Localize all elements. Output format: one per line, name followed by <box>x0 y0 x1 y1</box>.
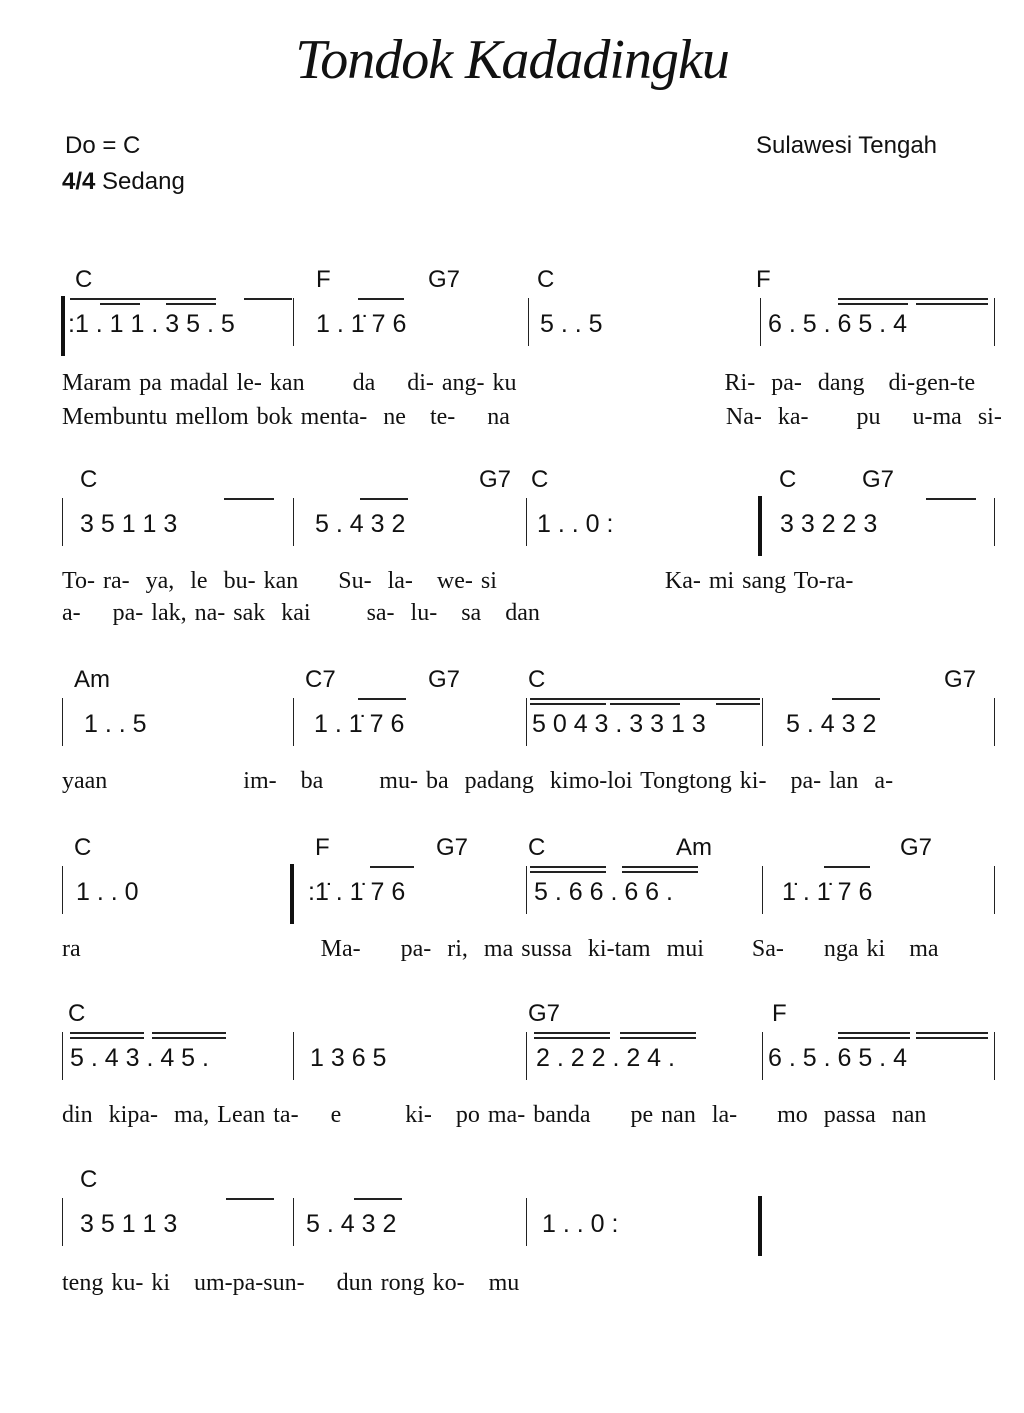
notation-row <box>0 310 1024 350</box>
chord: C <box>80 1166 98 1193</box>
measure: 1̇ . 1̇ 7 6 <box>782 878 873 906</box>
beam <box>620 1037 696 1039</box>
bar-line <box>293 298 294 346</box>
measure: 5 . 4 3 2 <box>315 510 406 538</box>
beam <box>838 1032 910 1034</box>
beam <box>534 1032 610 1034</box>
chord-row <box>0 266 1024 296</box>
measure: 5 . 4 3 . 4 5 . <box>70 1044 209 1072</box>
chord: G7 <box>900 834 933 861</box>
notation-row <box>0 510 1024 550</box>
beam <box>916 1037 988 1039</box>
beam <box>916 303 988 305</box>
bar-line <box>293 1198 294 1246</box>
beam <box>358 698 406 700</box>
repeat-end-bar <box>758 496 762 556</box>
bar-line <box>293 498 294 546</box>
bar-line <box>994 1032 995 1080</box>
beam <box>70 1032 144 1034</box>
measure: 1 . . 0 : <box>542 1210 619 1238</box>
beam <box>360 498 408 500</box>
lyric-verse-2: Membuntu mellom bok menta- ne te- na Na- ka- pu u-ma si- <box>62 404 1002 430</box>
beam <box>358 298 404 300</box>
beam <box>530 866 606 868</box>
beam <box>530 703 606 705</box>
measure: 6 . 5 . 6 5 . 4 <box>768 310 907 338</box>
bar-line <box>760 298 761 346</box>
beam <box>716 703 760 705</box>
measure: 1 . . 5 <box>84 710 147 738</box>
bar-line <box>994 698 995 746</box>
chord: G7 <box>944 666 977 693</box>
chord: G7 <box>528 1000 561 1027</box>
bar-line <box>62 866 63 914</box>
chord: C <box>528 834 546 861</box>
measure: 1 . 1̇ 7 6 <box>316 310 407 338</box>
bar-line <box>762 1032 763 1080</box>
beam <box>224 498 274 500</box>
chord-row <box>0 666 1024 696</box>
chord-row <box>0 1166 1024 1196</box>
bar-line <box>526 498 527 546</box>
chord: G7 <box>428 266 461 293</box>
chord: G7 <box>436 834 469 861</box>
bar-line <box>62 698 63 746</box>
notation-row <box>0 1210 1024 1250</box>
beam <box>534 1037 610 1039</box>
song-origin: Sulawesi Tengah <box>756 132 938 159</box>
beam <box>916 1032 988 1034</box>
measure: :1̇ . 1̇ 7 6 <box>308 878 406 906</box>
lyric-line: din kipa- ma, Lean ta- e ki- po ma- banda pe nan la- mo passa nan <box>62 1102 927 1128</box>
lyric-line: ra Ma- pa- ri, ma sussa ki-tam mui Sa- nga ki ma <box>62 936 939 962</box>
bar-line <box>762 698 763 746</box>
chord: C <box>779 466 797 493</box>
beam <box>70 1037 144 1039</box>
chord: C <box>528 666 546 693</box>
beam <box>70 298 216 300</box>
chord-row <box>0 1000 1024 1030</box>
chord: Am <box>74 666 110 693</box>
chord: C <box>531 466 549 493</box>
measure: 5 . 4 3 2 <box>306 1210 397 1238</box>
measure: 3 5 1 1 3 <box>80 1210 178 1238</box>
chord: F <box>315 834 330 861</box>
bar-line <box>994 298 995 346</box>
tempo-marking: Sedang <box>102 168 185 195</box>
measure: 5 . 4 3 2 <box>786 710 877 738</box>
measure: 1 3 6 5 <box>310 1044 387 1072</box>
bar-line <box>526 698 527 746</box>
tempo-line <box>62 168 185 196</box>
bar-line <box>62 1198 63 1246</box>
chord: C7 <box>305 666 336 693</box>
measure: 6 . 5 . 6 5 . 4 <box>768 1044 907 1072</box>
beam <box>620 1032 696 1034</box>
song-title: Tondok Kadadingku <box>295 29 729 91</box>
chord: Am <box>676 834 712 861</box>
bar-line <box>994 498 995 546</box>
beam <box>926 498 976 500</box>
beam <box>100 303 140 305</box>
repeat-start-bar <box>290 864 294 924</box>
bar-line <box>293 1032 294 1080</box>
beam <box>152 1032 226 1034</box>
chord: F <box>316 266 331 293</box>
measure: 1 . 1̇ 7 6 <box>314 710 405 738</box>
bar-line <box>62 498 63 546</box>
repeat-end-bar <box>758 1196 762 1256</box>
beam <box>530 871 606 873</box>
beam <box>832 698 880 700</box>
lyric-verse-2: a- pa- lak, na- sak kai sa- lu- sa dan <box>62 600 540 626</box>
chord: C <box>80 466 98 493</box>
notation-row <box>0 710 1024 750</box>
chord: G7 <box>479 466 512 493</box>
measure: 5 . 6 6 . 6 6 . <box>534 878 673 906</box>
bar-line <box>293 698 294 746</box>
measure: 5 . . 5 <box>540 310 603 338</box>
chord: C <box>75 266 93 293</box>
chord: G7 <box>862 466 895 493</box>
key-signature: Do = C <box>65 132 141 159</box>
measure: 1 . . 0 <box>76 878 139 906</box>
lyric-line: yaan im- ba mu- ba padang kimo-loi Tongtong ki- pa- lan a- <box>62 768 894 794</box>
chord: C <box>74 834 92 861</box>
bar-line <box>526 1032 527 1080</box>
bar-line <box>526 866 527 914</box>
chord: F <box>756 266 771 293</box>
measure: 2 . 2 2 . 2 4 . <box>536 1044 675 1072</box>
beam <box>166 303 216 305</box>
beam <box>838 303 908 305</box>
beam <box>152 1037 226 1039</box>
bar-line <box>762 866 763 914</box>
chord: F <box>772 1000 787 1027</box>
chord: G7 <box>428 666 461 693</box>
measure: 3 3 2 2 3 <box>780 510 878 538</box>
beam <box>370 866 414 868</box>
beam <box>530 698 760 700</box>
measure: 1 . . 0 : <box>537 510 614 538</box>
beam <box>622 871 698 873</box>
measure: 3 5 1 1 3 <box>80 510 178 538</box>
lyric-verse-1: Maram pa madal le- kan da di- ang- ku Ri- pa- dang di-gen-te <box>62 370 976 396</box>
beam <box>610 703 680 705</box>
measure: 5 0 4 3 . 3 3 1 3 <box>532 710 706 738</box>
notation-row <box>0 878 1024 918</box>
measure: :1 . 1 1 . 3 5 . 5 <box>68 310 235 338</box>
bar-line <box>62 1032 63 1080</box>
chord-row <box>0 834 1024 864</box>
time-signature: 4/4 <box>62 168 96 195</box>
lyric-verse-1: To- ra- ya, le bu- kan Su- la- we- si Ka- mi sang To-ra- <box>62 568 854 594</box>
beam <box>622 866 698 868</box>
beam <box>354 1198 402 1200</box>
notation-row <box>0 1044 1024 1084</box>
bar-line <box>528 298 529 346</box>
repeat-start-bar <box>61 296 65 356</box>
beam <box>244 298 292 300</box>
beam <box>838 1037 910 1039</box>
lyric-line: teng ku- ki um-pa-sun- dun rong ko- mu <box>62 1270 520 1296</box>
bar-line <box>526 1198 527 1246</box>
chord-row <box>0 466 1024 496</box>
chord: C <box>537 266 555 293</box>
bar-line <box>994 866 995 914</box>
beam <box>824 866 870 868</box>
beam <box>838 298 988 300</box>
chord: C <box>68 1000 86 1027</box>
beam <box>226 1198 274 1200</box>
